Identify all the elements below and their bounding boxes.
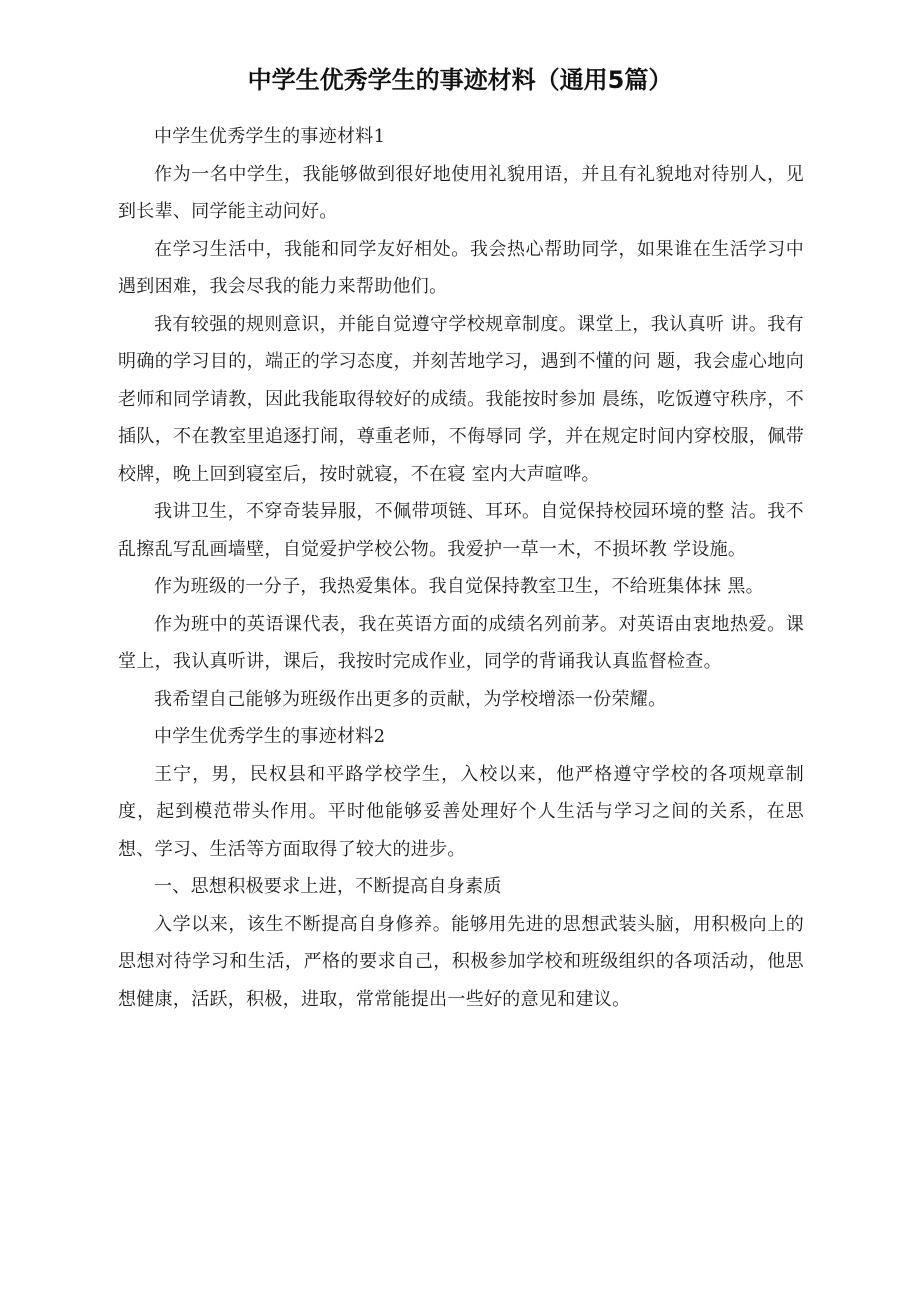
- paragraph: 作为班中的英语课代表，我在英语方面的成绩名列前茅。对英语由衷地热爱。课堂上，我认真听讲，课后，我按时完成作业，同学的背诵我认真监督检查。: [118, 613, 804, 672]
- document-title: 中学生优秀学生的事迹材料（通用5篇）: [247, 66, 673, 94]
- paragraph: 我希望自己能够为班级作出更多的贡献，为学校增添一份荣耀。: [154, 688, 667, 710]
- paragraph: 我有较强的规则意识，并能自觉遵守学校规章制度。课堂上，我认真听 讲。我有明确的学习目的，端正的学习态度，并刻苦地学习，遇到不懂的问 题，我会虚心地向老师和同学请教，因此我能取得较好的成绩。我能按时参加 晨练，吃饭遵守秩序，不插队，不在教室里追逐打闹，尊重老师，不侮辱同 学，并在规定时间内穿校服，佩带校牌，晚上回到寝室后，按时就寝，不在寝 室内大声喧哗。: [118, 313, 804, 485]
- paragraph: 在学习生活中，我能和同学友好相处。我会热心帮助同学，如果谁在生活学习中遇到困难，我会尽我的能力来帮助他们。: [118, 238, 804, 297]
- paragraph: 我讲卫生，不穿奇装异服，不佩带项链、耳环。自觉保持校园环境的整 洁。我不乱擦乱写乱画墙壁，自觉爱护学校公物。我爱护一草一木，不损坏教 学设施。: [118, 501, 804, 560]
- section-heading-2: 中学生优秀学生的事迹材料2: [154, 726, 386, 747]
- paragraph: 作为班级的一分子，我热爱集体。我自觉保持教室卫生，不给班集体抹 黑。: [154, 576, 764, 597]
- paragraph: 王宁，男，民权县和平路学校学生，入校以来，他严格遵守学校的各项规章制度，起到模范带头作用。平时他能够妥善处理好个人生活与学习之间的关系，在思想、学习、生活等方面取得了较大的进步。: [118, 763, 804, 860]
- section-heading-1: 中学生优秀学生的事迹材料1: [154, 126, 386, 147]
- paragraph: 入学以来，该生不断提高自身修养。能够用先进的思想武装头脑，用积极向上的思想对待学习和生活，严格的要求自己，积极参加学校和班级组织的各项活动，他思想健康，活跃，积极，进取，常常能提出一些好的意见和建议。: [118, 913, 804, 1010]
- subsection-heading: 一、思想积极要求上进，不断提高自身素质: [154, 876, 502, 897]
- document-body: [118, 118, 804, 1018]
- paragraph: 作为一名中学生，我能够做到很好地使用礼貌用语，并且有礼貌地对待别人，见到长辈、同学能主动问好。: [118, 163, 804, 222]
